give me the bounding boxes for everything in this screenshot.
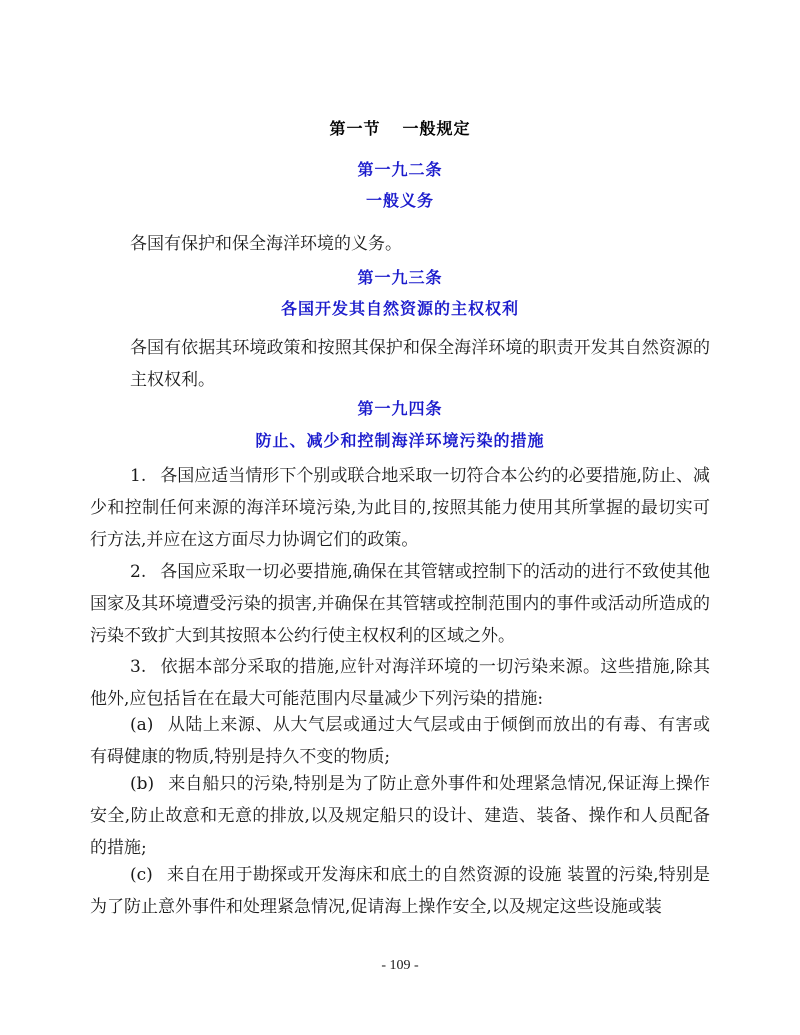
subparagraph-text: 从陆上来源、从大气层或通过大气层或由于倾倒而放出的有毒、有害或有碍健康的物质,特别是持久不变的物质; [90, 715, 710, 767]
article-193-title: 各国开发其自然资源的主权权利 [280, 299, 519, 318]
paragraph-number: 3. [130, 657, 147, 677]
paragraph-text: 各国应适当情形下个别或联合地采取一切符合本公约的必要措施,防止、减少和控制任何来源的海洋环境污染,为此目的,按照其能力使用其所掌握的最切实可行方法,并应在这方面尽力协调它们的政策。 [90, 466, 710, 550]
article-194-subparagraph-b [90, 768, 710, 864]
article-194-paragraph-2 [90, 556, 710, 652]
section-heading [0, 116, 800, 139]
paragraph-text: 各国应采取一切必要措施,确保在其管辖或控制下的活动的进行不致使其他国家及其环境遭受污染的损害,并确保在其管辖或控制范围内的事件或活动所造成的污染不致扩大到其按照本公约行使主权权利的区域之外。 [90, 562, 710, 646]
paragraph-text: 依据本部分采取的措施,应针对海洋环境的一切污染来源。这些措施,除其他外,应包括旨在在最大可能范围内尽量减少下列污染的措施: [90, 657, 710, 709]
article-193-text: 各国有依据其环境政策和按照其保护和保全海洋环境的职责开发其自然资源的主权权利。 [130, 338, 710, 390]
subparagraph-text: 来自在用于勘探或开发海床和底土的自然资源的设施 装置的污染,特别是为了防止意外事件和处理紧急情况,促请海上操作安全,以及规定这些设施或装 [90, 865, 710, 917]
section-label: 第一节 [329, 119, 381, 138]
article-194-title: 防止、减少和控制海洋环境污染的措施 [255, 431, 545, 450]
page-number: - 109 - [381, 958, 419, 973]
article-194-subparagraph-c [90, 859, 710, 923]
article-193-paragraph [90, 332, 710, 396]
subparagraph-number: (c) [130, 865, 153, 885]
subparagraph-number: (a) [130, 715, 154, 735]
section-title: 一般规定 [402, 119, 471, 138]
paragraph-number: 1. [130, 466, 147, 486]
subparagraph-text: 来自船只的污染,特别是为了防止意外事件和处理紧急情况,保证海上操作安全,防止故意和无意的排放,以及规定船只的设计、建造、装备、操作和人员配备的措施; [90, 774, 710, 858]
article-192-paragraph [90, 228, 710, 260]
article-193-number: 第一九三条 [357, 268, 443, 287]
article-194-paragraph-1 [90, 460, 710, 556]
subparagraph-number: (b) [130, 774, 155, 794]
article-192-number: 第一九二条 [357, 160, 443, 179]
article-194-paragraph-3 [90, 651, 710, 715]
article-192-text: 各国有保护和保全海洋环境的义务。 [130, 234, 402, 254]
article-194-number: 第一九四条 [357, 399, 443, 418]
paragraph-number: 2. [130, 562, 147, 582]
article-194-subparagraph-a [90, 709, 710, 773]
article-192-title: 一般义务 [365, 191, 434, 210]
